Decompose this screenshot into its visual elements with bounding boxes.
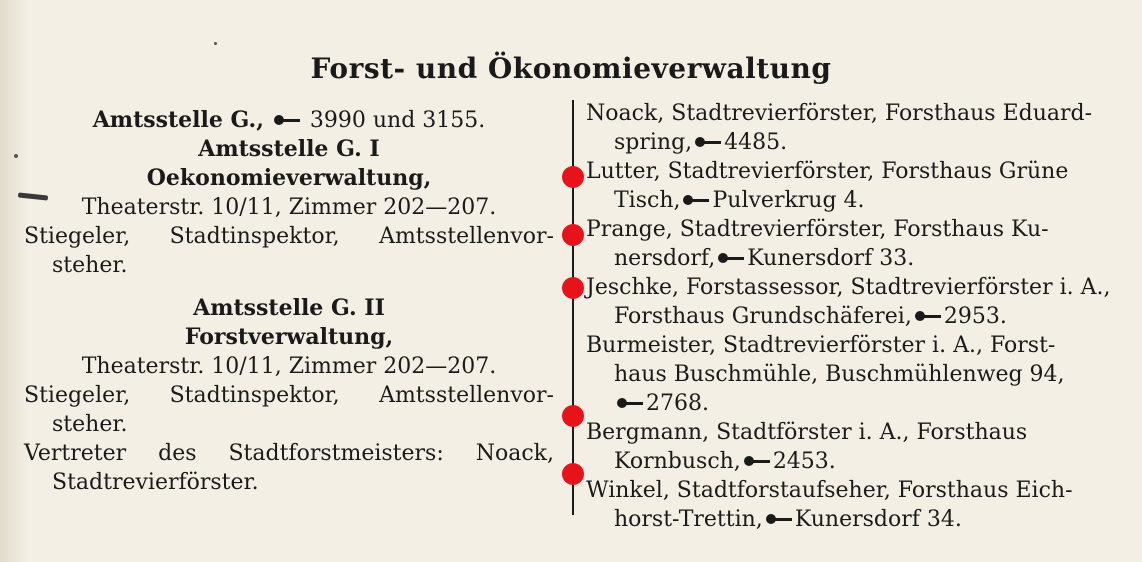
entry-text: spring,: [614, 130, 693, 155]
entry-line: Bergmann, Stadtförster i. A., Forsthaus: [586, 420, 1028, 445]
entry-line: Noack, Stadtrevierförster, Forsthaus Eduard-: [586, 101, 1093, 126]
telephone-icon: [766, 513, 792, 525]
entry-winkel: [586, 476, 1124, 534]
section-heading: Forst- und Ökonomieverwaltung: [310, 52, 832, 85]
office-line: [24, 106, 554, 135]
entry-line: [586, 447, 1124, 476]
office-1-department: Oekonomieverwaltung,: [146, 165, 432, 191]
telephone-icon: [915, 310, 941, 322]
entry-line: [586, 389, 1124, 418]
word: Amtsstellenvor-: [379, 224, 554, 249]
entry-text: nersdorf,: [614, 246, 716, 271]
entry-line: Burmeister, Stadtrevierförster i. A., Forst-: [586, 333, 1056, 358]
entry-phone: Kunersdorf 33.: [747, 246, 915, 271]
red-dot-marker: [562, 405, 584, 427]
telephone-icon: [683, 194, 709, 206]
office-2-title: Amtsstelle G. II: [193, 295, 385, 321]
word: des: [158, 441, 197, 466]
right-column: [586, 99, 1124, 534]
entry-line: [586, 505, 1124, 534]
word: Stadtinspektor,: [169, 224, 340, 249]
entry-text: Forsthaus Grundschäferei,: [614, 304, 912, 329]
office-2-head: [24, 381, 554, 410]
entry-line: Winkel, Stadtforstaufseher, Forsthaus Eich-: [586, 478, 1073, 503]
deputy-line-cont: Stadtrevierförster.: [52, 470, 259, 495]
word: Amtsstellenvor-: [379, 383, 554, 408]
word: Stiegeler,: [24, 383, 131, 408]
entry-bergmann: [586, 418, 1124, 476]
deputy-line: [24, 439, 554, 468]
office-1-head-cont: steher.: [52, 253, 128, 278]
ink-speck: [214, 42, 217, 45]
entry-prange: [586, 215, 1124, 273]
telephone-icon: [718, 252, 744, 264]
column-divider: [572, 100, 574, 515]
red-dot-marker: [562, 166, 584, 188]
red-dot-marker: [562, 277, 584, 299]
word: Stiegeler,: [24, 224, 131, 249]
telephone-icon: [274, 114, 300, 126]
entry-line: [586, 128, 1124, 157]
entry-line: haus Buschmühle, Buschmühlenweg 94,: [614, 362, 1065, 387]
entry-text: Tisch,: [614, 188, 681, 213]
entry-phone: 2953.: [943, 304, 1007, 329]
left-column: [24, 106, 554, 497]
telephone-icon: [617, 397, 643, 409]
office-2-head-cont: steher.: [52, 412, 128, 437]
entry-text: horst-Trettin,: [614, 507, 763, 532]
office-1-title: Amtsstelle G. I: [198, 136, 380, 162]
entry-line: Lutter, Stadtrevierförster, Forsthaus Grüne: [586, 159, 1069, 184]
word: Stadtforstmeisters:: [228, 441, 444, 466]
entry-phone: 2453.: [772, 449, 836, 474]
entry-burmeister: [586, 331, 1124, 418]
entry-noack: [586, 99, 1124, 157]
office-2-department: Forstverwaltung,: [184, 324, 394, 350]
entry-phone: 4485.: [724, 130, 788, 155]
word: Stadtinspektor,: [169, 383, 340, 408]
red-dot-marker: [562, 224, 584, 246]
entry-line: Jeschke, Forstassessor, Stadtrevierförster i. A.,: [586, 275, 1111, 300]
entry-lutter: [586, 157, 1124, 215]
spacer: [24, 280, 554, 294]
red-dot-marker: [562, 463, 584, 485]
office-2-address: Theaterstr. 10/11, Zimmer 202—207.: [81, 354, 497, 379]
telephone-icon: [695, 136, 721, 148]
entry-line: [586, 244, 1124, 273]
ink-speck: [14, 154, 18, 158]
office-1-head: [24, 222, 554, 251]
entry-line: [586, 186, 1124, 215]
office-name: Amtsstelle G.,: [92, 107, 264, 133]
entry-line: Prange, Stadtrevierförster, Forsthaus Ku-: [586, 217, 1049, 242]
entry-line: [586, 302, 1124, 331]
entry-jeschke: [586, 273, 1124, 331]
entry-text: Kornbusch,: [614, 449, 741, 474]
entry-phone: Pulverkrug 4.: [712, 188, 865, 213]
word: Noack,: [475, 441, 554, 466]
word: Vertreter: [24, 441, 127, 466]
entry-phone: Kunersdorf 34.: [794, 507, 962, 532]
telephone-icon: [744, 455, 770, 467]
entry-phone: 2768.: [646, 391, 709, 416]
office-phone: 3990 und 3155.: [309, 108, 486, 133]
office-1-address: Theaterstr. 10/11, Zimmer 202—207.: [81, 195, 497, 220]
